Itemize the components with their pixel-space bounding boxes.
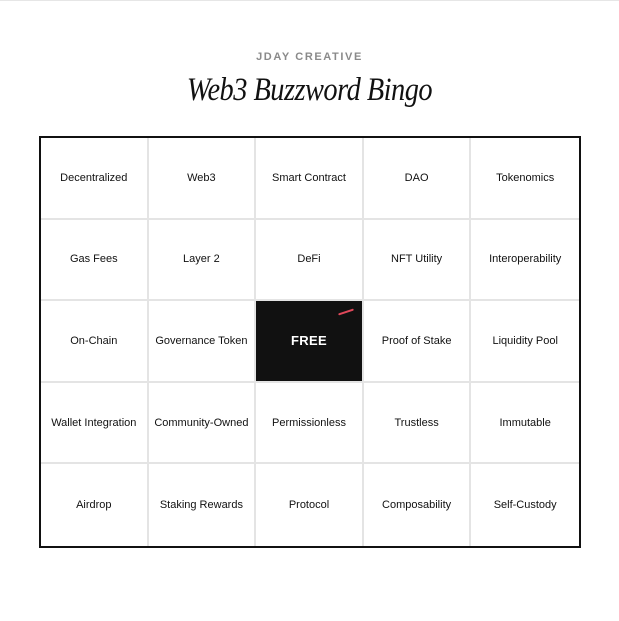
bingo-cell-decentralized[interactable]: Decentralized [41,138,149,220]
bingo-cell-free[interactable] [256,301,364,383]
bingo-cell-immutable[interactable]: Immutable [471,383,579,465]
bingo-cell-proof-of-stake[interactable]: Proof of Stake [364,301,472,383]
bingo-cell-composability[interactable]: Composability [364,464,472,546]
bingo-cell-airdrop[interactable]: Airdrop [41,464,149,546]
bingo-cell-smart-contract[interactable]: Smart Contract [256,138,364,220]
bingo-cell-gas-fees[interactable]: Gas Fees [41,220,149,302]
bingo-cell-trustless[interactable]: Trustless [364,383,472,465]
top-divider [0,0,619,1]
bingo-cell-permissionless[interactable]: Permissionless [256,383,364,465]
bingo-cell-wallet-integration[interactable]: Wallet Integration [41,383,149,465]
bingo-cell-community-owned[interactable]: Community-Owned [149,383,257,465]
bingo-cell-protocol[interactable]: Protocol [256,464,364,546]
bingo-cell-layer-2[interactable]: Layer 2 [149,220,257,302]
free-label: FREE [291,333,327,349]
bingo-cell-on-chain[interactable]: On-Chain [41,301,149,383]
bingo-cell-self-custody[interactable]: Self-Custody [493,499,557,512]
bingo-cell-web3[interactable]: Web3 [149,138,257,220]
bingo-cell-tokenomics[interactable]: Tokenomics [471,138,579,220]
bingo-cell-governance-token[interactable]: Governance Token [149,301,257,383]
brand-label: JDAY CREATIVE [256,51,363,63]
bingo-cell-staking-rewards[interactable]: Staking Rewards [149,464,257,546]
bingo-cell-liquidity-pool[interactable]: Liquidity Pool [471,301,579,383]
page-title: Web3 Buzzword Bingo [186,72,433,108]
bingo-cell-nft-utility[interactable]: NFT Utility [364,220,472,302]
bingo-cell-defi[interactable]: DeFi [256,220,364,302]
bingo-cell-dao[interactable]: DAO [364,138,472,220]
free-mark-stroke [338,309,354,316]
bingo-cell-interoperability[interactable]: Interoperability [471,220,579,302]
bingo-board [39,136,581,548]
